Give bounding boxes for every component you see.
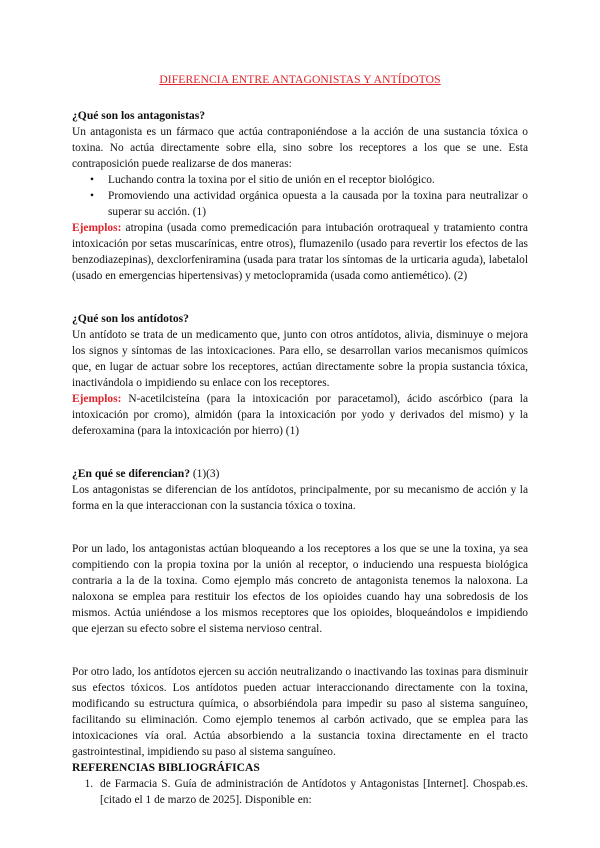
antagonists-examples — [72, 220, 528, 284]
antagonists-intro: Un antagonista es un fármaco que actúa contraponiéndose a la acción de una sustancia tóxica o toxina. No actúa directamente sobre ella, sino sobre los receptores a los que se une. Esta contraposición puede realizarse de dos maneras: — [72, 126, 528, 170]
antidotes-examples — [72, 391, 528, 439]
differences-heading-ref: (1)(3) — [190, 468, 220, 480]
section-heading-antidotes: ¿Qué son los antídotos? — [72, 312, 189, 325]
differences-paragraph-2: Por un lado, los antagonistas actúan bloqueando a los receptores a los que se une la toxina, ya sea compitiendo con la propia toxina por la unión al receptor, o induciendo una respuesta biológica contraria a la de la toxina. Como ejemplo más concreto de antagonista tenemos la naloxona. La naloxona se emplea para restituir los efectos de los opioides cuando hay una sobredosis de los mismos. Actúa uniéndose a los mismos receptores que los opioides, bloqueándolos e impidiendo que ejerzan su efecto sobre el sistema nervioso central. — [72, 543, 528, 635]
examples-label: Ejemplos: — [72, 393, 122, 405]
differences-paragraph-1: Los antagonistas se diferencian de los antídotos, principalmente, por su mecanismo de acción y la forma en la que interaccionan con la sustancia tóxica o toxina. — [72, 484, 528, 512]
examples-label: Ejemplos: — [72, 222, 122, 234]
bullet-item: • Promoviendo una actividad orgánica opuesta a la causada por la toxina para neutralizar o superar su acción. (1) — [90, 188, 528, 220]
section-heading-differences — [72, 466, 528, 482]
differences-heading-text: ¿En qué se diferencian? — [72, 467, 190, 480]
differences-paragraph-3: Por otro lado, los antídotos ejercen su acción neutralizando o inactivando las toxinas para disminuir sus efectos tóxicos. Los antídotos pueden actuar interaccionando directamente con la toxina, modificando su estructura química, o absorbiéndola para impedir su paso al sistema sanguíneo, facilitando su eliminación. Como ejemplo tenemos al carbón activado, que se emplea para las intoxicaciones vía oral. Actúa absorbiendo a la sustancia toxina directamente en el tracto gastrointestinal, impidiendo su paso al sistema sanguíneo. — [72, 666, 528, 758]
examples-text: atropina (usada como premedicación para intubación orotraqueal y tratamiento contra intoxicación por setas muscarínicas, entre otros), flumazenilo (usado para revertir los efectos de las benzodiazepinas), dexclorfeniramina (usada para tratar los síntomas de la urticaria aguda), labetalol (usado en emergencias hipertensivas) y metoclopramida (usada como antiemético). (2) — [72, 222, 528, 282]
references-heading: REFERENCIAS BIBLIOGRÁFICAS — [72, 761, 260, 774]
antagonists-bullet-list — [72, 172, 528, 220]
reference-item: 1. de Farmacia S. Guía de administración de Antídotos y Antagonistas [Internet]. Chospab.es. [citado el 1 de marzo de 2025]. Disponible en: — [96, 776, 528, 808]
examples-text: N-acetilcisteína (para la intoxicación por paracetamol), ácido ascórbico (para la intoxicación por cromo), almidón (para la intoxicación por yodo y derivados del mismo) y la deferoxamina (para la intoxicación por hierro) (1) — [72, 393, 528, 437]
section-heading-antagonists: ¿Qué son los antagonistas? — [72, 109, 206, 122]
document-title: DIFERENCIA ENTRE ANTAGONISTAS Y ANTÍDOTOS — [159, 73, 441, 86]
antidotes-intro: Un antídoto se trata de un medicamento que, junto con otros antídotos, alivia, disminuye o mejora los signos y síntomas de las intoxicaciones. Para ello, se desarrollan varios mecanismos químicos que, en lugar de actuar sobre los receptores, actúan directamente sobre la propia sustancia tóxica, inactivándola o impidiendo su enlace con los receptores. — [72, 329, 528, 389]
document-page — [72, 72, 528, 808]
bullet-item: • Luchando contra la toxina por el sitio de unión en el receptor biológico. — [90, 172, 528, 188]
references-list — [72, 776, 528, 808]
